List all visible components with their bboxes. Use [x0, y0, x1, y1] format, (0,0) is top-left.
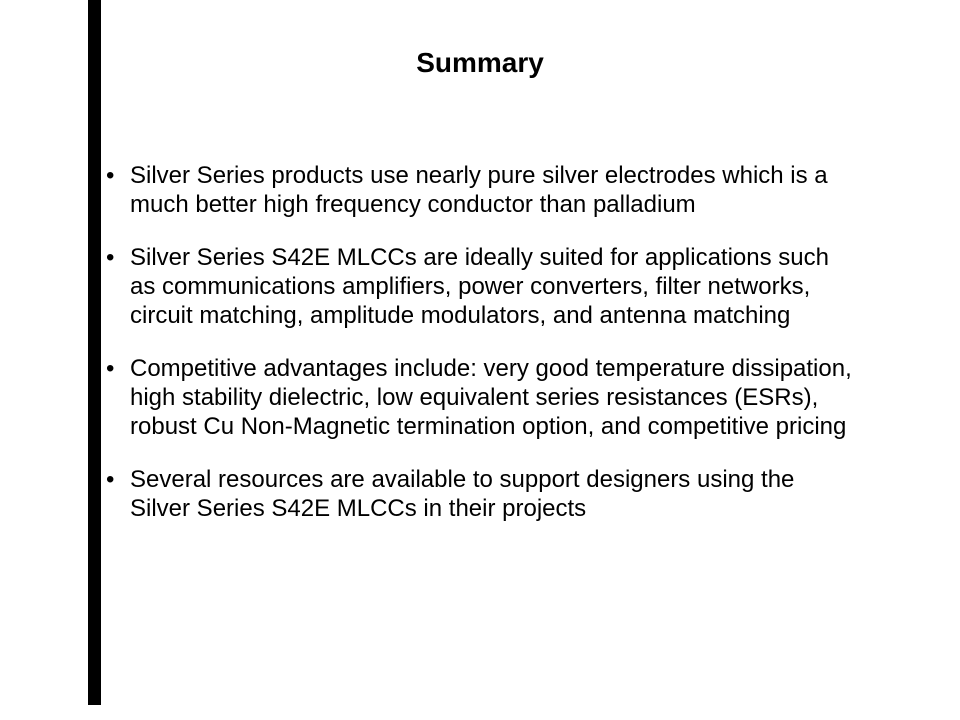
bullet-marker: • [106, 162, 115, 189]
left-edge-bar [88, 0, 101, 705]
bullet-item [106, 161, 858, 219]
bullet-marker: • [106, 466, 115, 493]
bullet-text: Silver Series products use nearly pure silver electrodes which is a much better high frequency conductor than palladium [130, 162, 828, 218]
bullet-list [106, 161, 858, 523]
bullet-item [106, 354, 858, 441]
bullet-text: Competitive advantages include: very good temperature dissipation, high stability dielectric, low equivalent series resistances (ESRs), robust Cu Non-Magnetic termination option, and competitive pricing [130, 355, 852, 440]
slide-title: Summary [416, 47, 544, 78]
bullet-item [106, 243, 858, 330]
bullet-item [106, 465, 858, 523]
bullet-marker: • [106, 244, 115, 271]
bullet-marker: • [106, 355, 115, 382]
bullet-text: Several resources are available to support designers using the Silver Series S42E MLCCs in their projects [130, 466, 795, 522]
bullet-text: Silver Series S42E MLCCs are ideally suited for applications such as communications amplifiers, power converters, filter networks, circuit matching, amplitude modulators, and antenna matching [130, 244, 829, 329]
